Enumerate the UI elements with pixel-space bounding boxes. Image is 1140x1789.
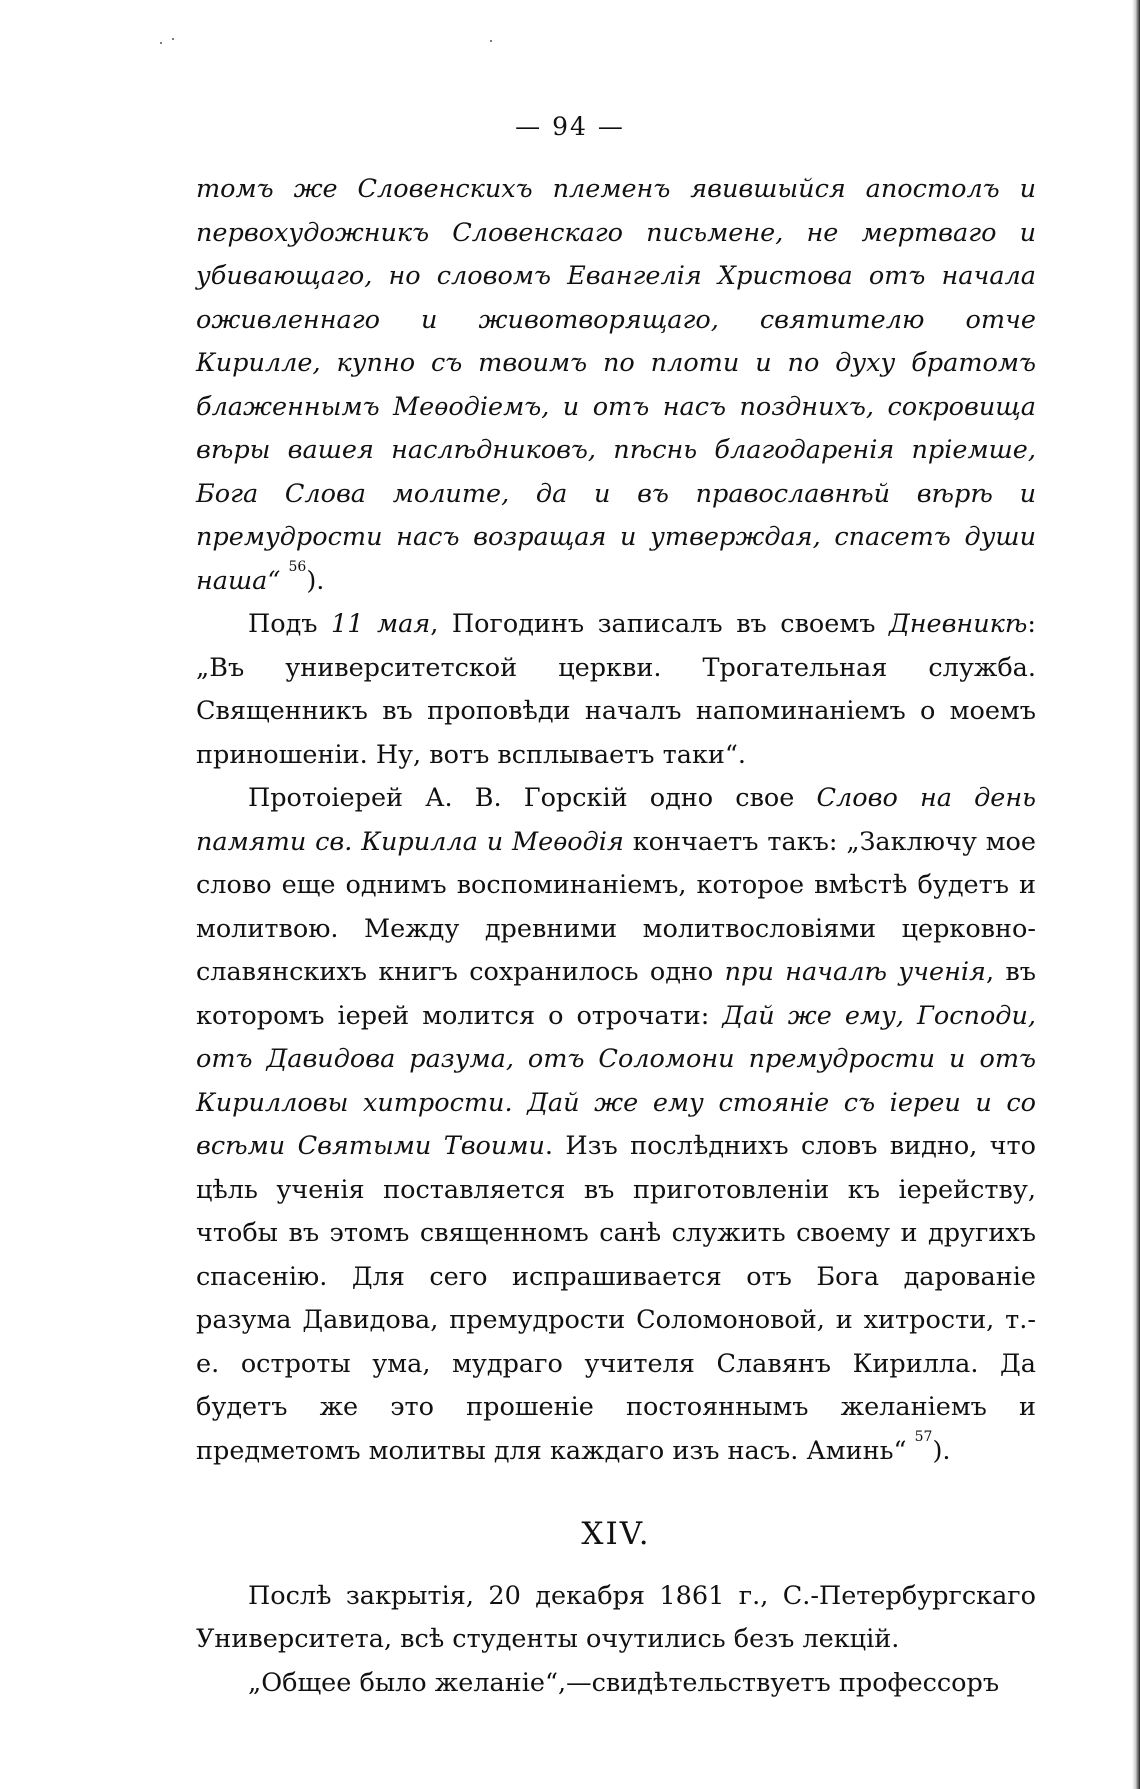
paragraph-end: ). bbox=[306, 565, 325, 596]
paragraph-end: ). bbox=[932, 1435, 951, 1466]
prayer-name: при началѣ ученія bbox=[724, 957, 986, 987]
text-fragment: , Погодинъ записалъ въ своемъ bbox=[430, 609, 889, 639]
page-edge-shadow bbox=[1132, 0, 1140, 1789]
prayer-quote: Дай же ему, Господи, отъ Давидова разума, отъ Соломони премудрости и отъ Кирилловы хитрости. Дай же ему стояніе съ іереи и со всѣми Святыми Твоими bbox=[196, 1000, 1036, 1161]
page-body bbox=[196, 168, 1036, 1705]
scan-speck bbox=[172, 38, 174, 40]
text-fragment: , въ которомъ іерей молится о отрочати: bbox=[196, 957, 1037, 1031]
prayer-text: томъ же Словенскихъ племенъ явившыйся апостолъ и первохудожникъ Словенскаго письмене, не мертваго и убивающаго, но словомъ Евангелія Христова отъ начала оживленнаго и животворящаго, святителю отче Кирилле, купно съ твоимъ по плоти и по духу братомъ блаженнымъ Меѳодіемъ, и отъ насъ позднихъ, сокровища вѣры вашея наслѣдниковъ, пѣснь благодаренія пріемше, Бога Слова молите, да и въ православнѣй вѣрѣ и премудрости насъ возращая и утверждая, спасетъ души наша“ bbox=[196, 174, 1036, 596]
scan-speck bbox=[490, 40, 492, 42]
text-fragment: . Изъ послѣднихъ словъ видно, что цѣль ученія поставляется въ приготовленіи къ іерейству, чтобы въ этомъ священномъ санѣ служить своему и другихъ спасенію. Для сего испрашивается отъ Бога дарованіе разума Давидова, премудрости Соломоновой, и хитрости, т.-е. остроты ума, мудраго учителя Славянъ Кирилла. Да будетъ же это прошеніе постояннымъ желаніемъ и предметомъ молитвы для каждаго изъ насъ. Аминь“ bbox=[196, 1131, 1036, 1466]
sermon-title: Слово на день памяти св. Кирилла и Меѳодія bbox=[196, 783, 1037, 857]
text-fragment: кончаетъ такъ: „Заключу мое слово еще однимъ воспоминаніемъ, которое вмѣстѣ будетъ и молитвою. Между древними молитвословіями церковно-славянскихъ книгъ сохранилось одно bbox=[196, 826, 1036, 987]
page-number: — 94 — bbox=[515, 112, 625, 141]
footnote-ref-57: 57 bbox=[914, 1428, 933, 1445]
section-heading: XIV. bbox=[581, 1516, 651, 1552]
paragraph-university-closure: Послѣ закрытія, 20 декабря 1861 г., С.-Петербургскаго Университета, всѣ студенты очутились безъ лекцій. bbox=[196, 1580, 1036, 1654]
date-text: 11 мая bbox=[331, 609, 431, 639]
paragraph-pogodin-diary bbox=[196, 603, 1036, 777]
text-fragment: : „Въ университетской церкви. Трогательная служба. Священникъ въ проповѣди началъ напоминаніемъ о моемъ приношеніи. Ну, вотъ всплываетъ таки“. bbox=[196, 609, 1036, 770]
text-fragment: Подъ bbox=[248, 609, 332, 639]
diary-title: Дневникѣ bbox=[888, 609, 1028, 639]
footnote-ref-56: 56 bbox=[288, 558, 307, 575]
paragraph-gorsky-sermon bbox=[196, 777, 1036, 1473]
paragraph-general-wish: „Общее было желаніе“,—свидѣтельствуетъ профессоръ bbox=[248, 1667, 1000, 1698]
text-fragment: Протоіерей А. В. Горскій одно свое bbox=[248, 783, 817, 813]
scan-speck bbox=[160, 42, 162, 44]
paragraph-prayer-quote bbox=[196, 168, 1036, 603]
